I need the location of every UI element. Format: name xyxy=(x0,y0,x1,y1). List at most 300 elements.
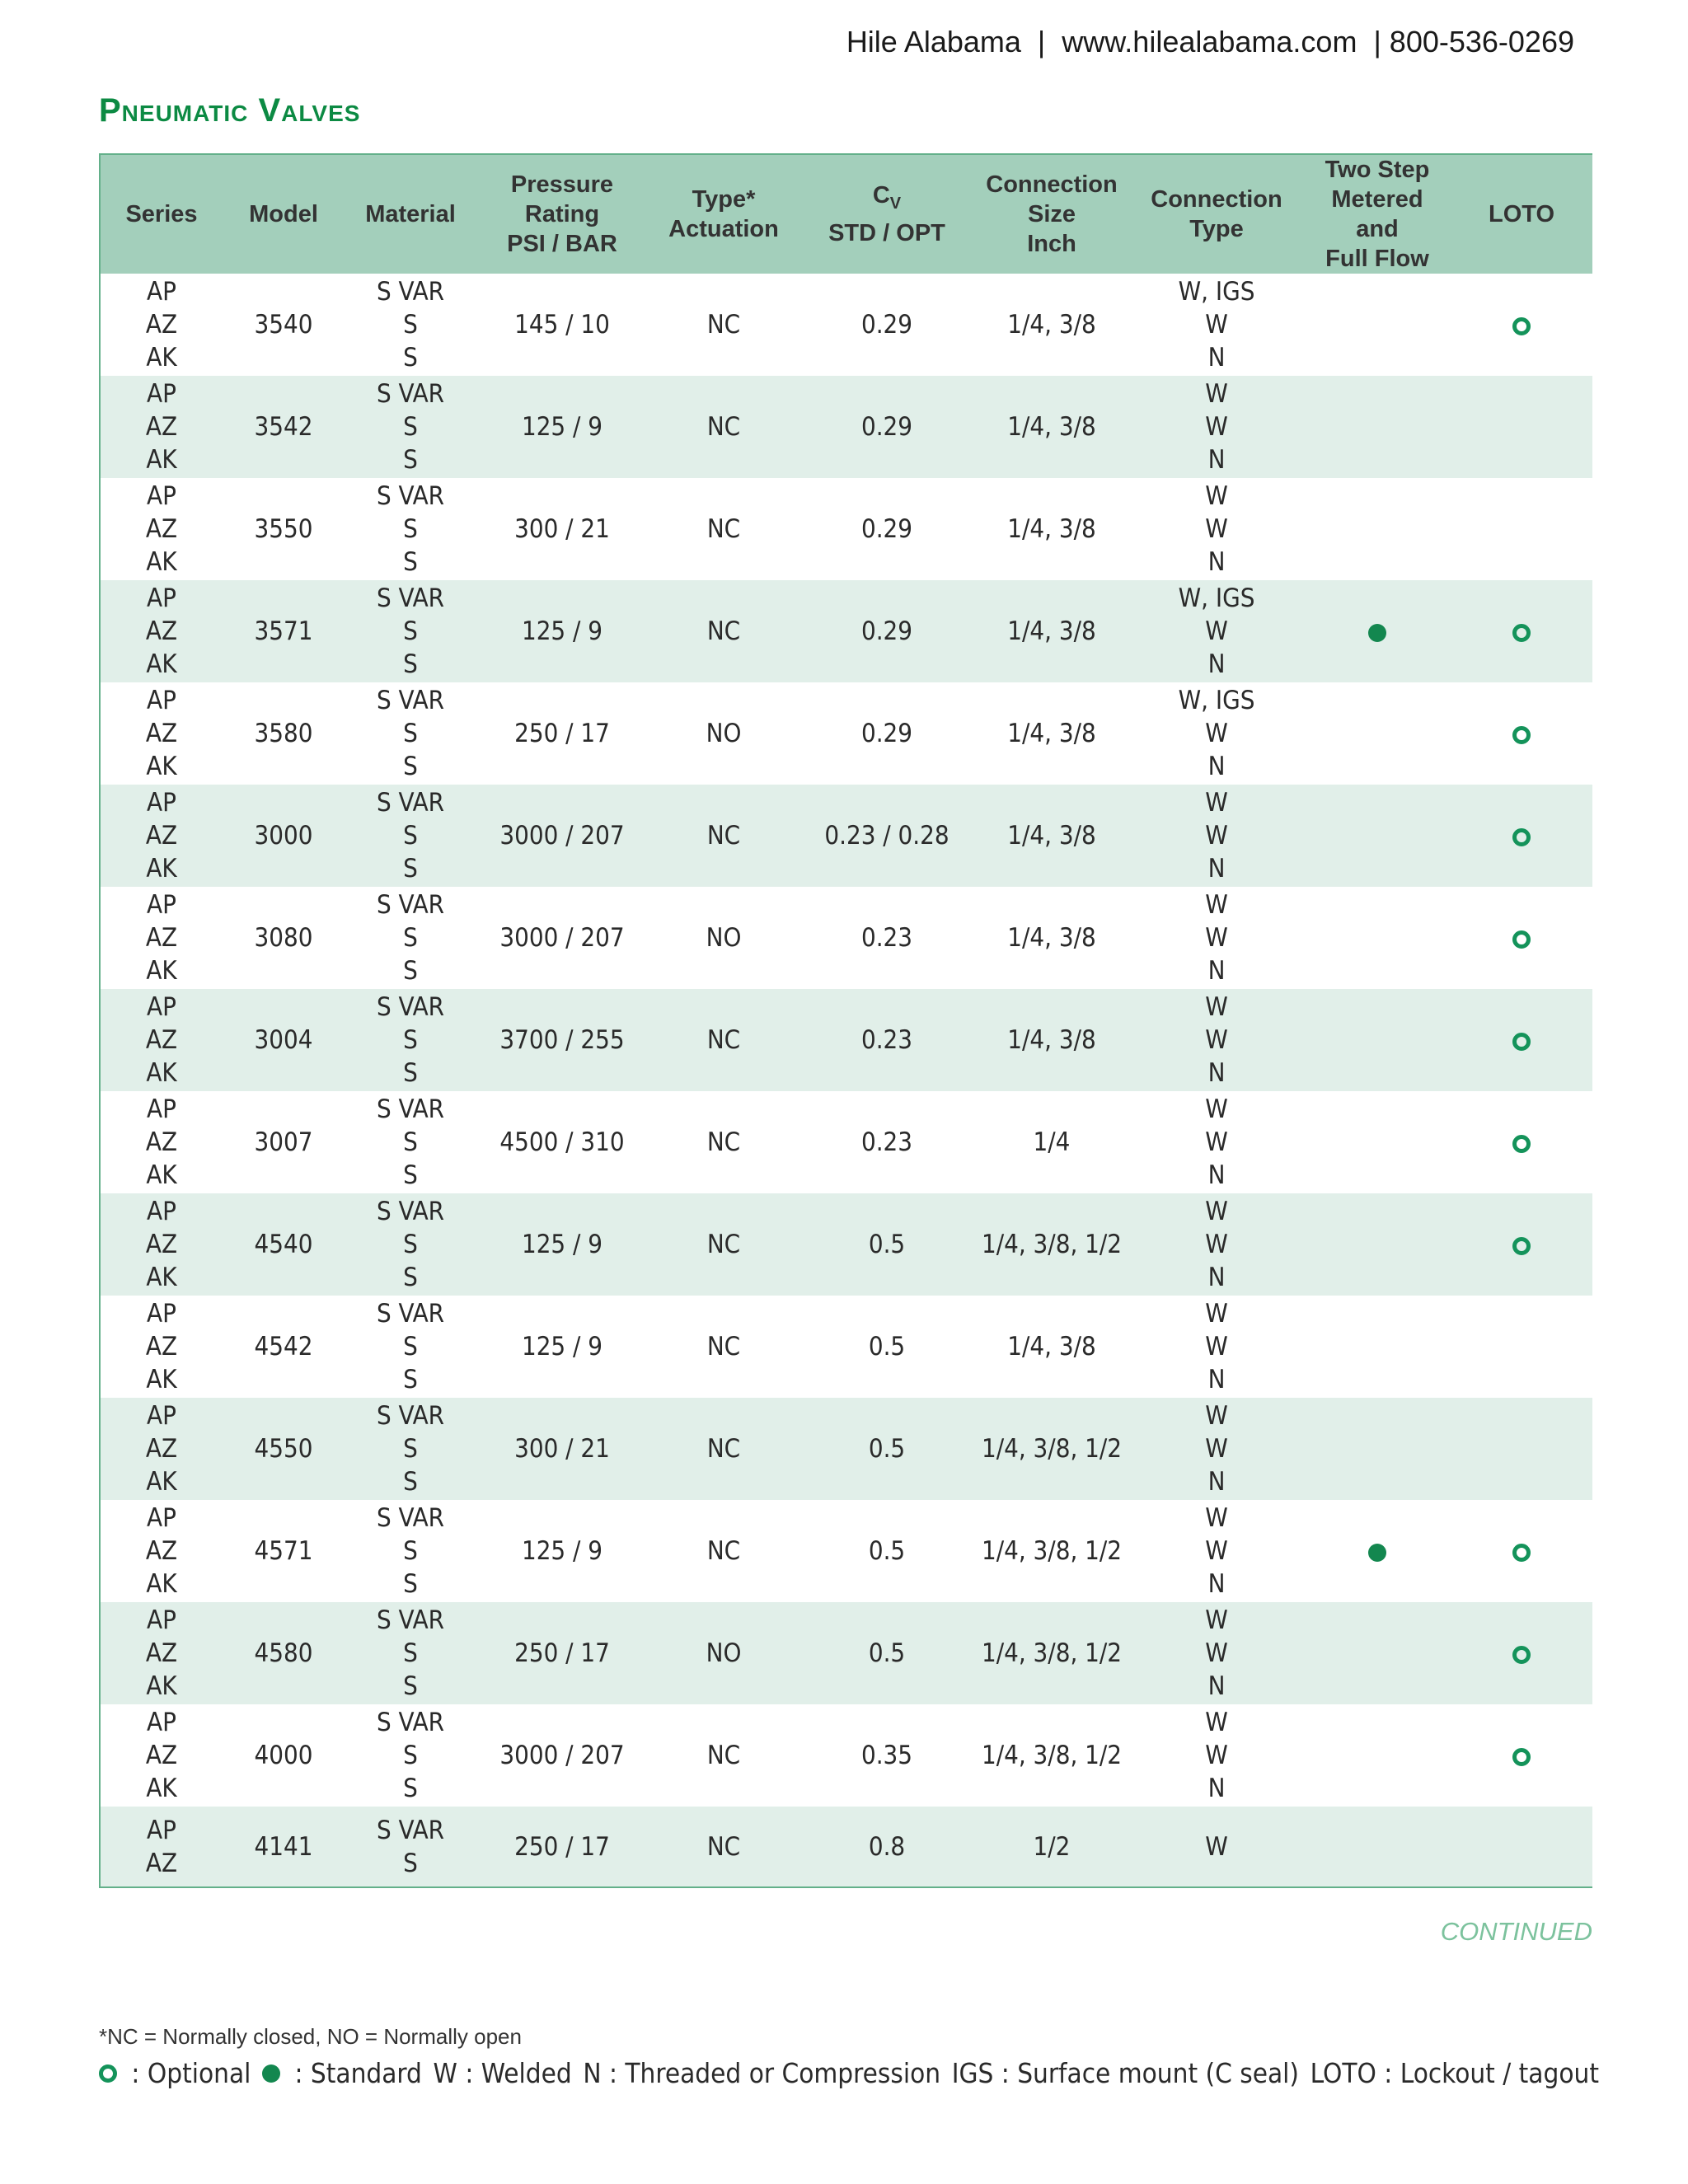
table-header-row xyxy=(101,155,1592,274)
cell-conn_type xyxy=(1129,887,1304,989)
cell-two_step xyxy=(1304,1193,1451,1296)
cell-line: N xyxy=(1207,547,1226,577)
cell-conn_type xyxy=(1129,1296,1304,1398)
cell-line: W xyxy=(1205,719,1228,748)
cell-pressure: 3700 / 255 xyxy=(499,1025,625,1055)
table-row xyxy=(101,1807,1592,1886)
cell-line: N xyxy=(1207,1263,1226,1292)
cell-line: W xyxy=(1205,1299,1228,1329)
cell-material xyxy=(345,1807,476,1886)
cell-conn_type xyxy=(1129,682,1304,785)
cell-size: 1/4, 3/8 xyxy=(1007,719,1096,748)
cell-line: AP xyxy=(147,1197,176,1226)
column-header-line: Connection xyxy=(1151,186,1282,213)
cell-two_step xyxy=(1304,580,1451,682)
cell-loto xyxy=(1451,478,1592,580)
cell-series xyxy=(101,1296,223,1398)
cell-conn_type xyxy=(1129,274,1304,376)
cell-line: W xyxy=(1205,481,1228,511)
cell-series xyxy=(101,1193,223,1296)
cell-line: AP xyxy=(147,379,176,409)
cell-line: AZ xyxy=(145,1434,178,1464)
hollow-circle-icon xyxy=(1512,726,1531,744)
cell-series xyxy=(101,1500,223,1602)
column-header-line: Inch xyxy=(1027,231,1076,257)
cell-line: AZ xyxy=(145,1025,178,1055)
cell-line: N xyxy=(1207,343,1226,373)
column-header-material xyxy=(345,155,476,274)
cell-line: S xyxy=(403,445,418,475)
cell-line: S xyxy=(403,1536,418,1566)
cell-line: W xyxy=(1205,1638,1228,1668)
table-row xyxy=(101,478,1592,580)
legend-item xyxy=(262,2057,422,2089)
cell-line: AK xyxy=(146,445,177,475)
cell-line: W xyxy=(1205,821,1228,851)
cell-line: AP xyxy=(147,1503,176,1533)
cell-line: S xyxy=(403,1263,418,1292)
table-row xyxy=(101,989,1592,1091)
cell-pressure: 125 / 9 xyxy=(521,412,603,442)
cell-line: S VAR xyxy=(376,1708,445,1737)
cell-line: S VAR xyxy=(376,1299,445,1329)
cell-loto xyxy=(1451,1602,1592,1704)
cell-cv: 0.5 xyxy=(868,1434,906,1464)
cell-series xyxy=(101,1398,223,1500)
cell-cv: 0.29 xyxy=(860,310,913,340)
cell-material xyxy=(345,580,476,682)
cell-model: 3007 xyxy=(254,1127,313,1157)
cell-model: 3000 xyxy=(254,821,313,851)
cell-line: W xyxy=(1205,1025,1228,1055)
cell-loto xyxy=(1451,1296,1592,1398)
column-header-line: $C_V$ xyxy=(872,182,902,213)
cell-size: 1/4, 3/8 xyxy=(1007,1025,1096,1055)
cell-line: W xyxy=(1205,992,1228,1022)
legend-item xyxy=(952,2057,1299,2089)
cell-actuation: NC xyxy=(706,616,741,646)
cell-cv: 0.29 xyxy=(860,412,913,442)
cell-size: 1/4, 3/8 xyxy=(1007,412,1096,442)
cell-line: S VAR xyxy=(376,1503,445,1533)
cell-series xyxy=(101,1704,223,1807)
page-title: Pneumatic Valves xyxy=(99,92,361,129)
cell-two_step xyxy=(1304,887,1451,989)
cell-series xyxy=(101,785,223,887)
cell-pressure: 125 / 9 xyxy=(521,1332,603,1361)
cell-loto xyxy=(1451,376,1592,478)
cell-actuation: NC xyxy=(706,1230,741,1259)
cell-size: 1/4, 3/8, 1/2 xyxy=(981,1230,1123,1259)
cell-cv: 0.8 xyxy=(868,1831,906,1862)
cell-line: W xyxy=(1205,1741,1228,1770)
cell-two_step xyxy=(1304,478,1451,580)
contact-info: Hile Alabama | www.hilealabama.com | 800-536-0269 xyxy=(846,25,1574,59)
cell-actuation: NO xyxy=(706,719,742,748)
cell-line: S xyxy=(403,1434,418,1464)
cell-pressure: 125 / 9 xyxy=(521,616,603,646)
cell-line: W xyxy=(1205,1332,1228,1361)
cell-model: 4141 xyxy=(254,1831,313,1862)
cell-model: 3580 xyxy=(254,719,313,748)
cell-line: N xyxy=(1207,445,1226,475)
cell-two_step xyxy=(1304,1500,1451,1602)
cell-line: N xyxy=(1207,1058,1226,1088)
cell-line: S xyxy=(403,343,418,373)
cell-conn_type xyxy=(1129,989,1304,1091)
footnote: *NC = Normally closed, NO = Normally open xyxy=(99,2024,522,2049)
column-header-line: Material xyxy=(365,201,456,227)
cell-line: AK xyxy=(146,1569,177,1599)
cell-line: N xyxy=(1207,1569,1226,1599)
cell-line: S VAR xyxy=(376,1401,445,1431)
cell-model: 4550 xyxy=(254,1434,313,1464)
cell-line: W, IGS xyxy=(1178,686,1255,715)
cell-line: W xyxy=(1205,890,1228,920)
cell-line: AK xyxy=(146,343,177,373)
cell-pressure: 250 / 17 xyxy=(514,719,610,748)
cell-cv: 0.29 xyxy=(860,719,913,748)
cell-conn_type xyxy=(1129,1704,1304,1807)
cell-line: S xyxy=(403,310,418,340)
legend-text: : Standard xyxy=(287,2057,422,2089)
cell-line: AZ xyxy=(145,1332,178,1361)
cell-loto xyxy=(1451,887,1592,989)
cell-conn_type xyxy=(1129,478,1304,580)
cell-line: AP xyxy=(147,1401,176,1431)
cell-line: S xyxy=(403,514,418,544)
cell-material xyxy=(345,887,476,989)
hollow-circle-icon xyxy=(1512,1033,1531,1051)
cell-line: N xyxy=(1207,1467,1226,1497)
cell-line: N xyxy=(1207,1671,1226,1701)
cell-material xyxy=(345,478,476,580)
cell-cv: 0.29 xyxy=(860,616,913,646)
cell-material xyxy=(345,1704,476,1807)
cell-model: 3080 xyxy=(254,923,313,953)
cell-actuation: NO xyxy=(706,1638,742,1668)
cell-line: S VAR xyxy=(376,583,445,613)
cell-loto xyxy=(1451,785,1592,887)
column-header-size xyxy=(974,155,1129,274)
cell-conn_type xyxy=(1129,580,1304,682)
cell-material xyxy=(345,1602,476,1704)
cell-two_step xyxy=(1304,1704,1451,1807)
cell-line: AZ xyxy=(145,923,178,953)
cell-series xyxy=(101,1807,223,1886)
cell-line: AP xyxy=(147,890,176,920)
hollow-circle-icon xyxy=(1512,828,1531,846)
cell-conn_type xyxy=(1129,376,1304,478)
legend-item xyxy=(583,2057,940,2089)
hollow-circle-icon xyxy=(99,2064,117,2083)
cell-conn_type xyxy=(1129,785,1304,887)
cell-line: AP xyxy=(147,686,176,715)
cell-loto xyxy=(1451,682,1592,785)
cell-line: S xyxy=(403,1467,418,1497)
cell-pressure: 125 / 9 xyxy=(521,1536,603,1566)
cell-line: S xyxy=(403,1638,418,1668)
cell-size: 1/4, 3/8, 1/2 xyxy=(981,1741,1123,1770)
cell-line: S xyxy=(403,1332,418,1361)
cell-line: W xyxy=(1205,1230,1228,1259)
cell-model: 4540 xyxy=(254,1230,313,1259)
cell-actuation: NC xyxy=(706,1741,741,1770)
cell-pressure: 145 / 10 xyxy=(514,310,610,340)
cell-line: AP xyxy=(147,1299,176,1329)
cell-line: S VAR xyxy=(376,1094,445,1124)
cell-line: W xyxy=(1205,616,1228,646)
cell-series xyxy=(101,376,223,478)
cell-line: AZ xyxy=(145,1230,178,1259)
cell-line: AP xyxy=(147,277,176,307)
cell-line: N xyxy=(1207,854,1226,883)
cell-line: AZ xyxy=(145,1848,178,1878)
cell-model: 3004 xyxy=(254,1025,313,1055)
cell-line: S xyxy=(403,719,418,748)
column-header-line: Full Flow xyxy=(1325,246,1429,272)
cell-line: S xyxy=(403,1025,418,1055)
cell-line: W xyxy=(1205,923,1228,953)
cell-line: AP xyxy=(147,1815,176,1845)
cell-pressure: 125 / 9 xyxy=(521,1230,603,1259)
column-header-subscript: V xyxy=(889,194,902,213)
column-header-line: LOTO xyxy=(1488,201,1555,227)
cell-line: S VAR xyxy=(376,277,445,307)
cell-line: AP xyxy=(147,992,176,1022)
hollow-circle-icon xyxy=(1512,624,1531,642)
cell-size: 1/4, 3/8, 1/2 xyxy=(981,1434,1123,1464)
cell-loto xyxy=(1451,1704,1592,1807)
cell-series xyxy=(101,1602,223,1704)
cell-line: AK xyxy=(146,854,177,883)
cell-line: S VAR xyxy=(376,481,445,511)
cell-size: 1/2 xyxy=(1033,1831,1071,1862)
cell-cv: 0.5 xyxy=(868,1536,906,1566)
cell-line: W, IGS xyxy=(1178,583,1255,613)
cell-line: S xyxy=(403,1230,418,1259)
cell-line: AZ xyxy=(145,310,178,340)
cell-line: W xyxy=(1205,1127,1228,1157)
cell-conn_type xyxy=(1129,1602,1304,1704)
table-row xyxy=(101,887,1592,989)
hollow-circle-icon xyxy=(1512,1748,1531,1766)
table-row xyxy=(101,1704,1592,1807)
cell-line: AZ xyxy=(145,412,178,442)
cell-line: S xyxy=(403,649,418,679)
cell-pressure: 250 / 17 xyxy=(514,1831,610,1862)
table-row xyxy=(101,682,1592,785)
cell-line: W xyxy=(1205,1503,1228,1533)
cell-line: AK xyxy=(146,1467,177,1497)
cell-material xyxy=(345,1091,476,1193)
cell-line: W xyxy=(1205,412,1228,442)
cell-cv: 0.5 xyxy=(868,1638,906,1668)
cell-size: 1/4, 3/8, 1/2 xyxy=(981,1638,1123,1668)
cell-two_step xyxy=(1304,1807,1451,1886)
column-header-two_step xyxy=(1304,155,1451,274)
cell-cv: 0.23 xyxy=(860,1025,913,1055)
cell-actuation: NC xyxy=(706,1127,741,1157)
cell-pressure: 300 / 21 xyxy=(514,1434,610,1464)
cell-actuation: NC xyxy=(706,310,741,340)
cell-series xyxy=(101,1091,223,1193)
legend xyxy=(99,2057,1599,2089)
cell-line: S VAR xyxy=(376,1815,445,1845)
table-row xyxy=(101,1296,1592,1398)
cell-line: W xyxy=(1205,1708,1228,1737)
cell-loto xyxy=(1451,989,1592,1091)
cell-two_step xyxy=(1304,1091,1451,1193)
cell-conn_type xyxy=(1129,1807,1304,1886)
table-row xyxy=(101,376,1592,478)
cell-actuation: NC xyxy=(706,821,741,851)
legend-item xyxy=(99,2057,251,2089)
cell-pressure: 300 / 21 xyxy=(514,514,610,544)
cell-line: S xyxy=(403,821,418,851)
cell-model: 3571 xyxy=(254,616,313,646)
cell-series xyxy=(101,274,223,376)
cell-loto xyxy=(1451,1807,1592,1886)
column-header-loto xyxy=(1451,155,1592,274)
column-header-line: Metered and xyxy=(1331,186,1423,242)
cell-line: AZ xyxy=(145,821,178,851)
cell-size: 1/4, 3/8 xyxy=(1007,514,1096,544)
cell-line: N xyxy=(1207,1365,1226,1394)
cell-loto xyxy=(1451,1193,1592,1296)
cell-line: AK xyxy=(146,1365,177,1394)
column-header-line: Model xyxy=(249,201,318,227)
cell-series xyxy=(101,887,223,989)
cell-line: AP xyxy=(147,481,176,511)
column-header-line: Type* xyxy=(692,186,756,213)
cell-model: 4580 xyxy=(254,1638,313,1668)
table-row xyxy=(101,580,1592,682)
cell-loto xyxy=(1451,580,1592,682)
cell-line: S xyxy=(403,1774,418,1803)
cell-material xyxy=(345,989,476,1091)
cell-size: 1/4, 3/8 xyxy=(1007,1332,1096,1361)
cell-cv: 0.23 / 0.28 xyxy=(824,821,950,851)
cell-line: S xyxy=(403,1365,418,1394)
cell-conn_type xyxy=(1129,1500,1304,1602)
cell-loto xyxy=(1451,1398,1592,1500)
cell-material xyxy=(345,1398,476,1500)
cell-line: S xyxy=(403,1569,418,1599)
hollow-circle-icon xyxy=(1512,1135,1531,1153)
cell-actuation: NC xyxy=(706,412,741,442)
continued-label: CONTINUED xyxy=(1440,1917,1592,1946)
hollow-circle-icon xyxy=(1512,1646,1531,1664)
cell-conn_type xyxy=(1129,1193,1304,1296)
cell-line: W xyxy=(1205,379,1228,409)
cell-line: S xyxy=(403,854,418,883)
cell-line: AP xyxy=(147,583,176,613)
legend-text: N : Threaded or Compression xyxy=(583,2057,941,2089)
table-row xyxy=(101,785,1592,887)
cell-line: S xyxy=(403,752,418,781)
cell-line: W, IGS xyxy=(1178,277,1255,307)
column-header-model xyxy=(223,155,345,274)
cell-material xyxy=(345,274,476,376)
column-header-line: Actuation xyxy=(668,216,779,242)
cell-line: AZ xyxy=(145,1127,178,1157)
cell-two_step xyxy=(1304,1296,1451,1398)
cell-material xyxy=(345,376,476,478)
cell-material xyxy=(345,1296,476,1398)
cell-line: W xyxy=(1205,1401,1228,1431)
cell-series xyxy=(101,478,223,580)
cell-line: S xyxy=(403,412,418,442)
cell-line: N xyxy=(1207,956,1226,986)
cell-two_step xyxy=(1304,376,1451,478)
cell-line: S VAR xyxy=(376,890,445,920)
cell-actuation: NC xyxy=(706,514,741,544)
cell-line: W xyxy=(1205,788,1228,818)
cell-line: S VAR xyxy=(376,686,445,715)
cell-pressure: 3000 / 207 xyxy=(499,1741,625,1770)
cell-line: AK xyxy=(146,649,177,679)
cell-line: S xyxy=(403,1160,418,1190)
cell-line: AK xyxy=(146,547,177,577)
legend-text: IGS : Surface mount (C seal) xyxy=(951,2057,1300,2089)
cell-two_step xyxy=(1304,682,1451,785)
cell-line: N xyxy=(1207,649,1226,679)
cell-line: AZ xyxy=(145,719,178,748)
cell-actuation: NC xyxy=(706,1434,741,1464)
cell-line: AZ xyxy=(145,1536,178,1566)
cell-line: S VAR xyxy=(376,992,445,1022)
cell-line: S xyxy=(403,1848,418,1878)
cell-line: W xyxy=(1205,1536,1228,1566)
cell-model: 3542 xyxy=(254,412,313,442)
cell-line: W xyxy=(1205,310,1228,340)
hollow-circle-icon xyxy=(1512,930,1531,949)
cell-line: AZ xyxy=(145,1741,178,1770)
cell-cv: 0.5 xyxy=(868,1332,906,1361)
table-row xyxy=(101,1500,1592,1602)
cell-two_step xyxy=(1304,1398,1451,1500)
cell-pressure: 250 / 17 xyxy=(514,1638,610,1668)
cell-loto xyxy=(1451,1500,1592,1602)
cell-model: 3540 xyxy=(254,310,313,340)
cell-line: S xyxy=(403,547,418,577)
column-header-conn_type xyxy=(1129,155,1304,274)
legend-text: W : Welded xyxy=(433,2057,572,2089)
cell-line: S xyxy=(403,923,418,953)
cell-line: N xyxy=(1207,1774,1226,1803)
cell-size: 1/4, 3/8 xyxy=(1007,616,1096,646)
cell-line: AP xyxy=(147,788,176,818)
cell-loto xyxy=(1451,274,1592,376)
cell-line: AP xyxy=(147,1605,176,1635)
cell-line: N xyxy=(1207,752,1226,781)
cell-size: 1/4, 3/8 xyxy=(1007,310,1096,340)
cell-conn_type xyxy=(1129,1398,1304,1500)
cell-model: 4542 xyxy=(254,1332,313,1361)
column-header-pressure xyxy=(476,155,648,274)
cell-cv: 0.5 xyxy=(868,1230,906,1259)
column-header-line: Size xyxy=(1027,201,1076,227)
cell-line: S VAR xyxy=(376,1605,445,1635)
cell-actuation: NC xyxy=(706,1332,741,1361)
hollow-circle-icon xyxy=(1512,1237,1531,1255)
cell-material xyxy=(345,1500,476,1602)
cell-line: AK xyxy=(146,752,177,781)
cell-size: 1/4 xyxy=(1033,1127,1071,1157)
cell-line: S VAR xyxy=(376,1197,445,1226)
table-row xyxy=(101,1193,1592,1296)
